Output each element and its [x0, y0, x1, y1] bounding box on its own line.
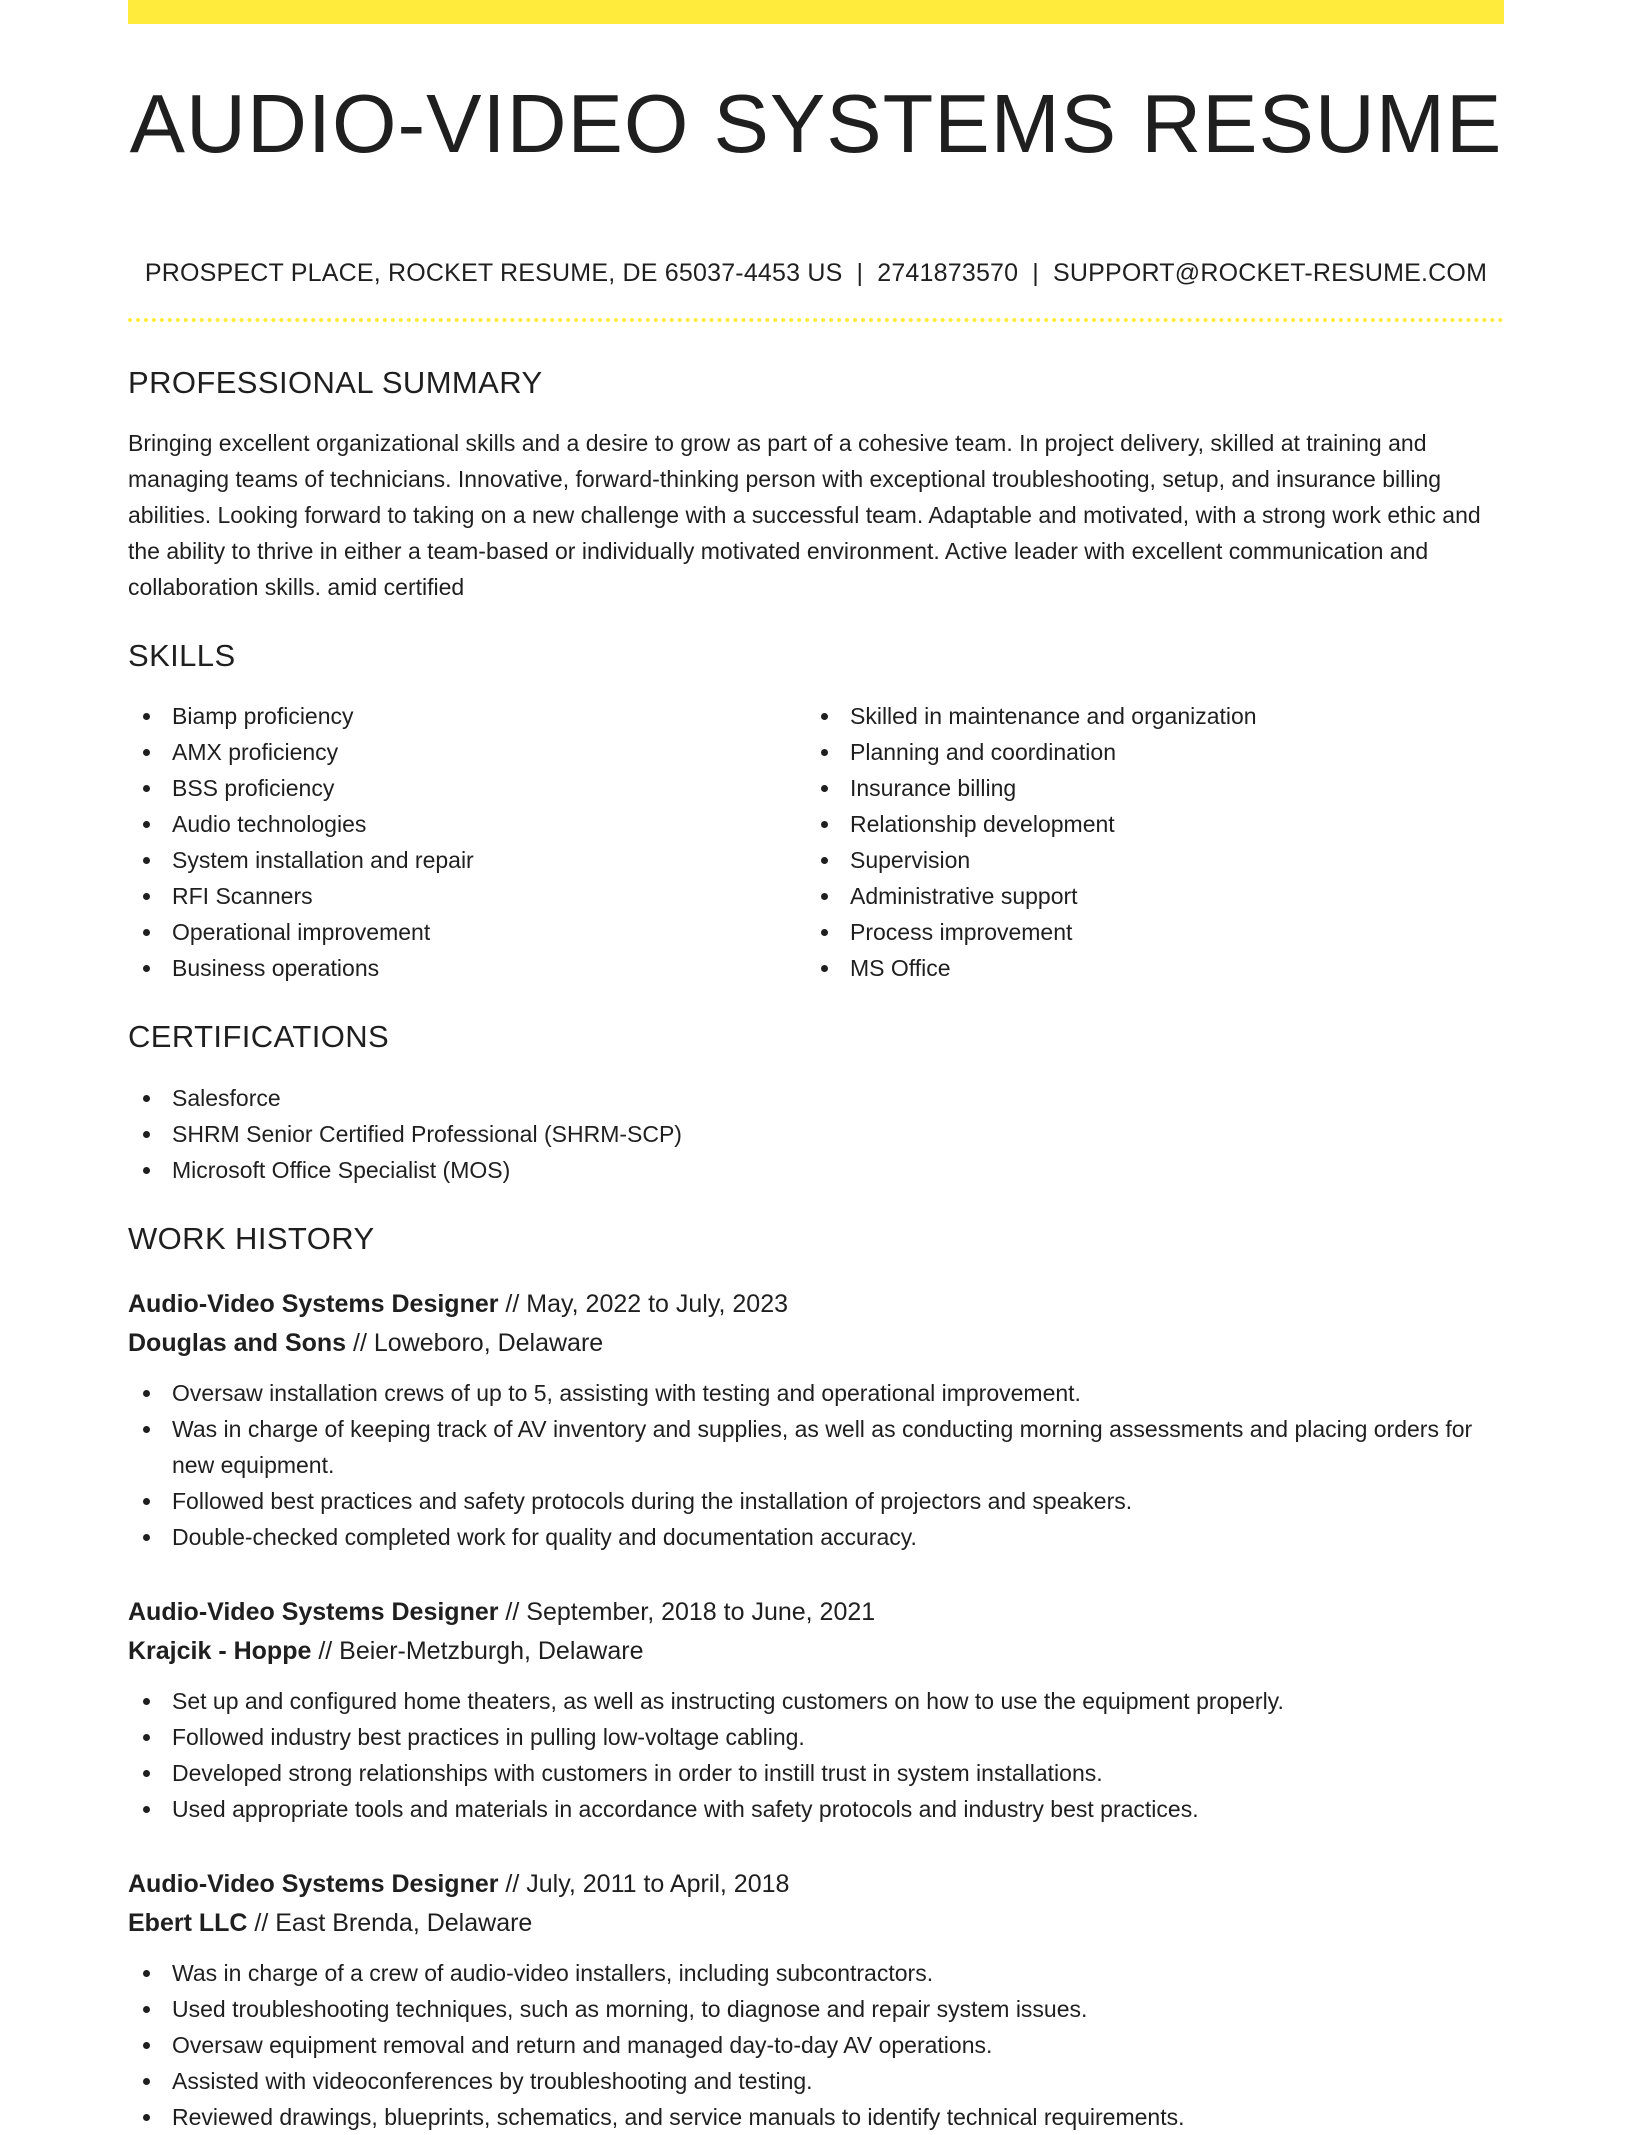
skill-item: Insurance billing	[806, 770, 1484, 806]
job-duty: Assisted with videoconferences by troubleshooting and testing.	[128, 2063, 1504, 2099]
job-duty: Oversaw equipment removal and return and managed day-to-day AV operations.	[128, 2027, 1504, 2063]
job-location: East Brenda, Delaware	[275, 1908, 533, 1937]
job-company-line	[128, 1904, 1504, 1943]
job-duty: Followed industry best practices in pulling low-voltage cabling.	[128, 1719, 1504, 1755]
certifications-heading: CERTIFICATIONS	[128, 1019, 390, 1055]
skills-list-right	[806, 698, 1484, 986]
job-duty: Was in charge of a crew of audio-video installers, including subcontractors.	[128, 1955, 1504, 1991]
skills-list-left	[128, 698, 806, 986]
job-duty: Followed best practices and safety protocols during the installation of projectors and speakers.	[128, 1483, 1504, 1519]
accent-top-bar	[128, 0, 1504, 24]
job-entry	[128, 1593, 1504, 1827]
job-delimiter: //	[498, 1869, 527, 1898]
job-delimiter: //	[311, 1636, 340, 1665]
job-delimiter: //	[346, 1328, 374, 1357]
job-title-line	[128, 1865, 1504, 1904]
contact-email: SUPPORT@ROCKET-RESUME.COM	[1052, 259, 1488, 287]
skill-item: Operational improvement	[128, 914, 806, 950]
job-duties-list	[128, 1683, 1504, 1827]
contact-separator: |	[856, 259, 864, 287]
job-duty: Was in charge of keeping track of AV inventory and supplies, as well as conducting morning assessments and placing orders for new equipment.	[128, 1411, 1504, 1483]
contact-address: PROSPECT PLACE, ROCKET RESUME, DE 65037-4453 US	[144, 259, 843, 287]
work-history-heading: WORK HISTORY	[128, 1220, 375, 1256]
skill-item: Audio technologies	[128, 806, 806, 842]
resume-page	[128, 0, 1504, 2135]
job-duty: Oversaw installation crews of up to 5, assisting with testing and operational improvement.	[128, 1375, 1504, 1411]
skill-item: Supervision	[806, 842, 1484, 878]
job-location: Loweboro, Delaware	[373, 1328, 604, 1357]
skill-item: Administrative support	[806, 878, 1484, 914]
summary-text: Bringing excellent organizational skills and a desire to grow as part of a cohesive team. In project delivery, skilled at training and managing teams of technicians. Innovative, forward-thinking person with exceptional troubleshooting, setup, and insurance billing abilities. Looking forward to taking on a new challenge with a successful team. Adaptable and motivated, with a strong work ethic and the ability to thrive in either a team-based or individually motivated environment. Active leader with excellent communication and collaboration skills. amid certified	[128, 430, 1481, 601]
job-title: Audio-Video Systems Designer	[128, 1289, 499, 1318]
summary-heading: PROFESSIONAL SUMMARY	[128, 365, 543, 400]
job-delimiter: //	[498, 1289, 527, 1318]
skill-item: Process improvement	[806, 914, 1484, 950]
skill-item: MS Office	[806, 950, 1484, 986]
job-delimiter: //	[247, 1908, 276, 1937]
job-company-line	[128, 1324, 1504, 1363]
job-delimiter: //	[498, 1597, 527, 1626]
job-title: Audio-Video Systems Designer	[128, 1869, 499, 1898]
job-title: Audio-Video Systems Designer	[128, 1597, 499, 1626]
job-company: Ebert LLC	[128, 1908, 248, 1937]
contact-line	[128, 258, 1504, 288]
skill-item: System installation and repair	[128, 842, 806, 878]
job-company-line	[128, 1632, 1504, 1671]
job-title-line	[128, 1285, 1504, 1324]
job-title-line	[128, 1593, 1504, 1632]
skills-columns	[128, 698, 1504, 986]
job-duty: Reviewed drawings, blueprints, schematics, and service manuals to identify technical requirements.	[128, 2099, 1504, 2135]
job-location: Beier-Metzburgh, Delaware	[339, 1636, 644, 1665]
job-duties-list	[128, 1375, 1504, 1555]
contact-phone: 2741873570	[877, 259, 1019, 287]
contact-separator: |	[1032, 259, 1039, 287]
job-entry	[128, 1285, 1504, 1555]
dotted-divider	[128, 318, 1504, 322]
skill-item: AMX proficiency	[128, 734, 806, 770]
skill-item: Relationship development	[806, 806, 1484, 842]
job-dates: May, 2022 to July, 2023	[526, 1289, 789, 1318]
job-duty: Developed strong relationships with customers in order to instill trust in system installations.	[128, 1755, 1504, 1791]
job-company: Krajcik - Hoppe	[128, 1636, 312, 1665]
resume-title: AUDIO-VIDEO SYSTEMS RESUME	[129, 77, 1503, 170]
skill-item: Business operations	[128, 950, 806, 986]
skills-heading: SKILLS	[128, 638, 236, 674]
job-entry	[128, 1865, 1504, 2135]
job-duty: Used appropriate tools and materials in accordance with safety protocols and industry best practices.	[128, 1791, 1504, 1827]
skill-item: BSS proficiency	[128, 770, 806, 806]
certifications-list	[128, 1080, 1504, 1188]
certification-item: Microsoft Office Specialist (MOS)	[128, 1152, 1504, 1188]
skill-item: Planning and coordination	[806, 734, 1484, 770]
job-duty: Double-checked completed work for quality and documentation accuracy.	[128, 1519, 1504, 1555]
job-duties-list	[128, 1955, 1504, 2135]
skill-item: RFI Scanners	[128, 878, 806, 914]
job-duty: Set up and configured home theaters, as well as instructing customers on how to use the equipment properly.	[128, 1683, 1504, 1719]
job-company: Douglas and Sons	[128, 1328, 347, 1357]
job-duty: Used troubleshooting techniques, such as morning, to diagnose and repair system issues.	[128, 1991, 1504, 2027]
job-dates: July, 2011 to April, 2018	[526, 1869, 790, 1898]
skill-item: Biamp proficiency	[128, 698, 806, 734]
certification-item: SHRM Senior Certified Professional (SHRM-SCP)	[128, 1116, 1504, 1152]
skill-item: Skilled in maintenance and organization	[806, 698, 1484, 734]
job-dates: September, 2018 to June, 2021	[526, 1597, 876, 1626]
certification-item: Salesforce	[128, 1080, 1504, 1116]
